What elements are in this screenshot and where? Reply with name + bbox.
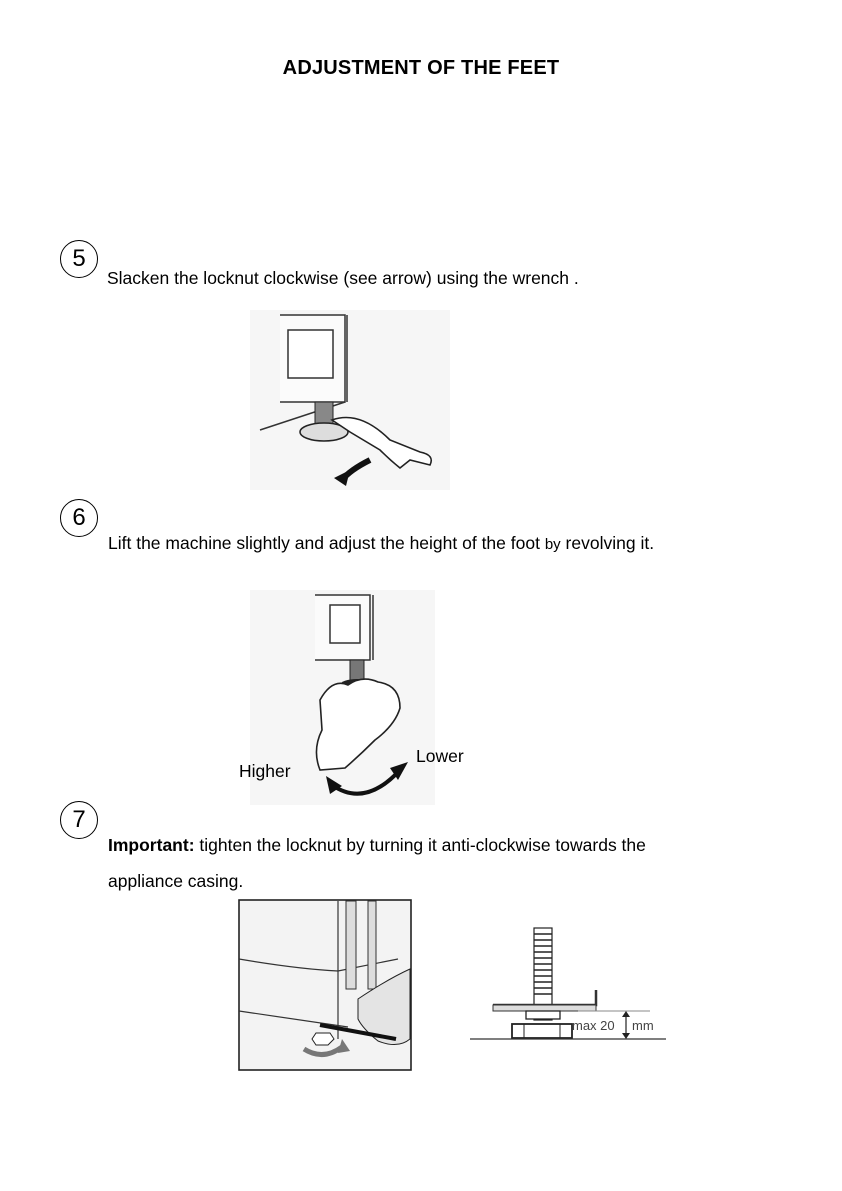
step-6-text: Lift the machine slightly and adjust the height of the foot xyxy=(108,533,540,553)
dimension-label: max 20 xyxy=(572,1018,615,1033)
wrench-illustration xyxy=(250,310,450,490)
step-5-text: Slacken the locknut clockwise (see arrow) using the wrench xyxy=(107,268,570,288)
step-5-instruction xyxy=(107,267,579,289)
step-7-line-1 xyxy=(108,834,646,856)
step-7-important: Important: xyxy=(108,835,195,855)
step-6-text-small: by xyxy=(544,536,561,553)
step-6-instruction xyxy=(108,532,654,556)
step-5-number: 5 xyxy=(60,240,98,278)
foot-dimension-diagram xyxy=(468,920,668,1070)
step-6-number: 6 xyxy=(60,499,98,537)
step-7-number: 7 xyxy=(60,801,98,839)
page-title: ADJUSTMENT OF THE FEET xyxy=(282,57,560,79)
step-7-text: tighten the locknut by turning it anti-clockwise towards the xyxy=(199,835,646,855)
step-5-end: . xyxy=(573,268,579,288)
step-6-text-end: revolving it. xyxy=(565,533,655,553)
dimension-unit: mm xyxy=(632,1018,654,1033)
label-higher: Higher xyxy=(239,761,291,781)
locknut-tighten-illustration xyxy=(238,899,412,1071)
label-lower: Lower xyxy=(416,746,464,766)
step-7-line-2: appliance casing. xyxy=(108,871,244,891)
